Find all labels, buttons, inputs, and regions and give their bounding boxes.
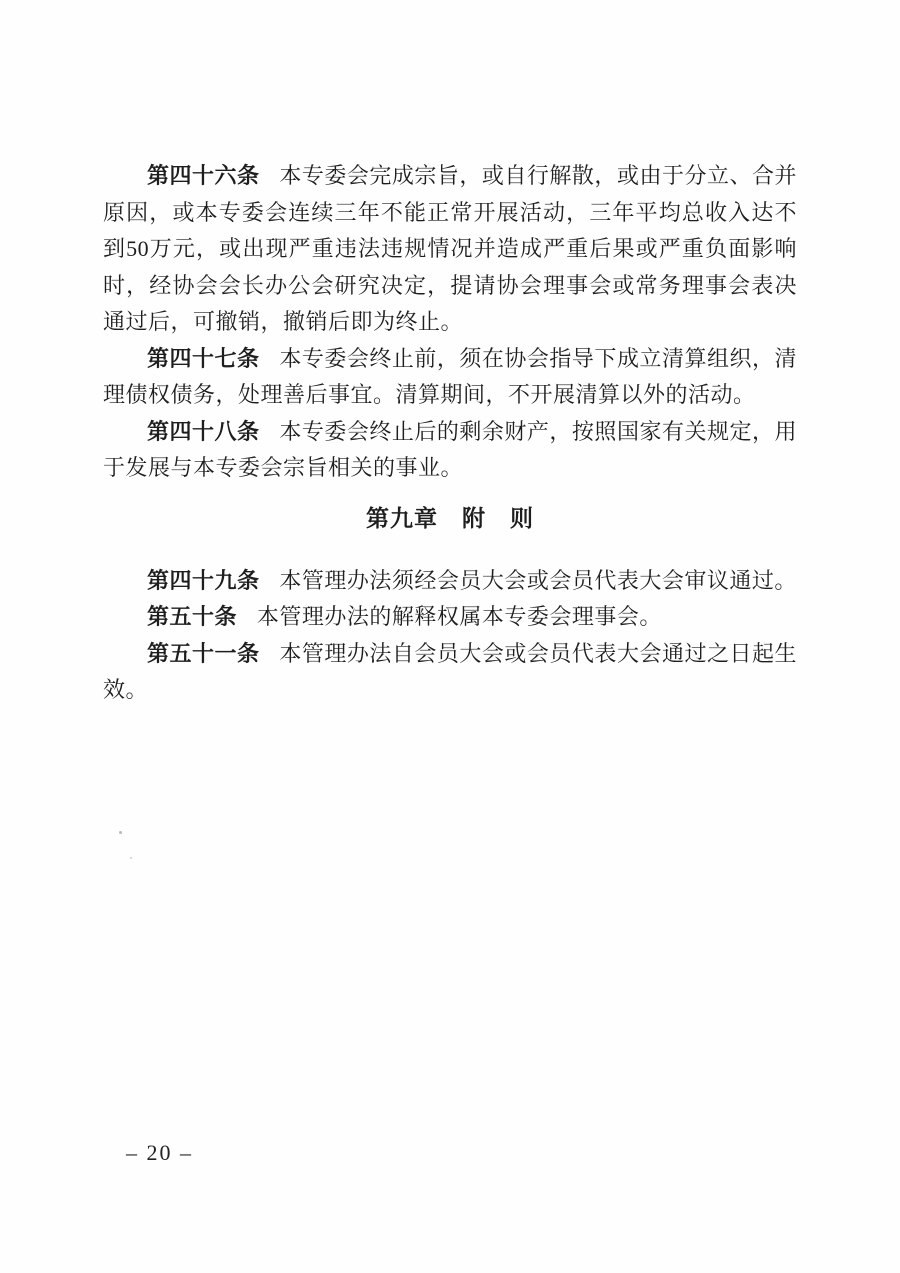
- scan-speck: [130, 857, 132, 859]
- article-48-text: 本专委会终止后的剩余财产，按照国家有关规定，用于发展与本专委会宗旨相关的事业。: [103, 418, 797, 480]
- scan-speck: [119, 831, 122, 834]
- article-48-paragraph: [103, 414, 797, 487]
- article-51-label: 第五十一条: [147, 640, 260, 666]
- document-body: [103, 158, 797, 709]
- article-47-paragraph: [103, 341, 797, 414]
- article-47-label: 第四十七条: [147, 345, 260, 371]
- article-49-paragraph: [103, 563, 797, 600]
- article-50-paragraph: [103, 599, 797, 636]
- page-number: – 20 –: [126, 1140, 193, 1165]
- article-51-text: 本管理办法自会员大会或会员代表大会通过之日起生效。: [103, 640, 797, 702]
- article-46-paragraph: [103, 158, 797, 341]
- article-49-text: 本管理办法须经会员大会或会员代表大会审议通过。: [279, 567, 797, 593]
- article-49-label: 第四十九条: [147, 567, 260, 593]
- chapter-heading: 第九章 附 则: [366, 505, 534, 531]
- article-48-label: 第四十八条: [147, 418, 260, 444]
- article-50-text: 本管理办法的解释权属本专委会理事会。: [256, 604, 662, 629]
- article-51-paragraph: [103, 636, 797, 709]
- article-47-text: 本专委会终止前，须在协会指导下成立清算组织，清理债权债务，处理善后事宜。清算期间，不开展清算以外的活动。: [103, 345, 797, 407]
- article-46-label: 第四十六条: [147, 163, 260, 188]
- article-46-text: 本专委会完成宗旨，或自行解散，或由于分立、合并原因，或本专委会连续三年不能正常开展活动，三年平均总收入达不到50万元，或出现严重违法违规情况并造成严重后果或严重负面影响时，经协会会长办公会研究决定，提请协会理事会或常务理事会表决通过后，可撤销，撤销后即为终止。: [103, 163, 797, 334]
- article-50-label: 第五十条: [147, 604, 238, 629]
